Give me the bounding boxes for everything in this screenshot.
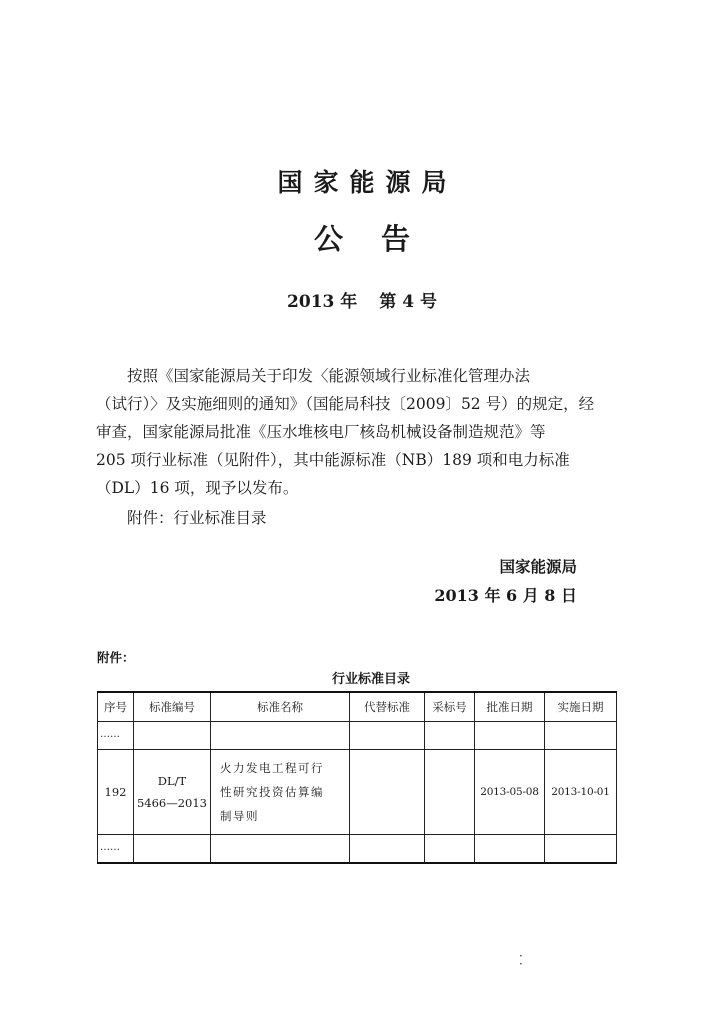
row-seq: 192 bbox=[98, 750, 134, 835]
ellipsis-cell bbox=[98, 722, 134, 750]
page-corner-mark: · · bbox=[519, 949, 523, 971]
signature-org: 国家能源局 bbox=[499, 558, 577, 576]
body-line-2: （试行）〉及实施细则的通知》（国能局科技〔2009〕52 号）的规定，经 bbox=[96, 395, 595, 413]
table-row bbox=[98, 750, 617, 835]
announcement-body bbox=[96, 362, 610, 502]
row-approve-date: 2013-05-08 bbox=[475, 750, 545, 835]
row-code bbox=[134, 750, 211, 835]
ellipsis-cell bbox=[98, 835, 134, 864]
ellipsis-text: …… bbox=[100, 728, 120, 740]
issue-number: 第 4 号 bbox=[379, 292, 437, 312]
body-line-4: 205 项行业标准（见附件），其中能源标准（NB）189 项和电力标准 bbox=[96, 451, 570, 469]
body-line-1: 按照《国家能源局关于印发〈能源领域行业标准化管理办法 bbox=[127, 367, 531, 385]
col-header-name: 标准名称 bbox=[211, 692, 350, 722]
col-header-seq: 序号 bbox=[98, 692, 134, 722]
document-subtitle: 公告 bbox=[313, 222, 448, 256]
table-header-row bbox=[98, 692, 617, 722]
col-header-adopted: 采标号 bbox=[425, 692, 475, 722]
row-name bbox=[211, 750, 350, 835]
attachment-note: 附件：行业标准目录 bbox=[127, 509, 267, 527]
col-header-replaces: 代替标准 bbox=[350, 692, 425, 722]
col-header-approve-date: 批准日期 bbox=[475, 692, 545, 722]
table-row bbox=[98, 835, 617, 864]
row-code-line1: DL/T bbox=[157, 774, 187, 788]
row-adopted bbox=[425, 750, 475, 835]
appendix-table-title: 行业标准目录 bbox=[331, 672, 410, 687]
row-effective-date: 2013-10-01 bbox=[545, 750, 617, 835]
ellipsis-text: …… bbox=[100, 841, 120, 853]
table-row bbox=[98, 722, 617, 750]
row-replaces bbox=[350, 750, 425, 835]
col-header-effective-date: 实施日期 bbox=[545, 692, 617, 722]
row-code-line2: 5466—2013 bbox=[136, 796, 208, 810]
row-name-line2: 性研究投资估算编 bbox=[220, 785, 324, 799]
row-name-line3: 制导则 bbox=[220, 809, 259, 823]
col-header-code: 标准编号 bbox=[134, 692, 211, 722]
appendix-label: 附件： bbox=[97, 650, 135, 665]
row-name-line1: 火力发电工程可行 bbox=[220, 761, 324, 775]
document-title: 国家能源局 bbox=[277, 168, 458, 197]
issue-line bbox=[0, 287, 724, 312]
issue-year: 2013 年 bbox=[287, 292, 358, 312]
body-line-5: （DL）16 项，现予以发布。 bbox=[96, 479, 299, 497]
body-line-3: 审查，国家能源局批准《压水堆核电厂核岛机械设备制造规范》等 bbox=[96, 423, 546, 441]
signature-date: 2013 年 6 月 8 日 bbox=[434, 586, 577, 605]
standards-table bbox=[97, 691, 617, 864]
